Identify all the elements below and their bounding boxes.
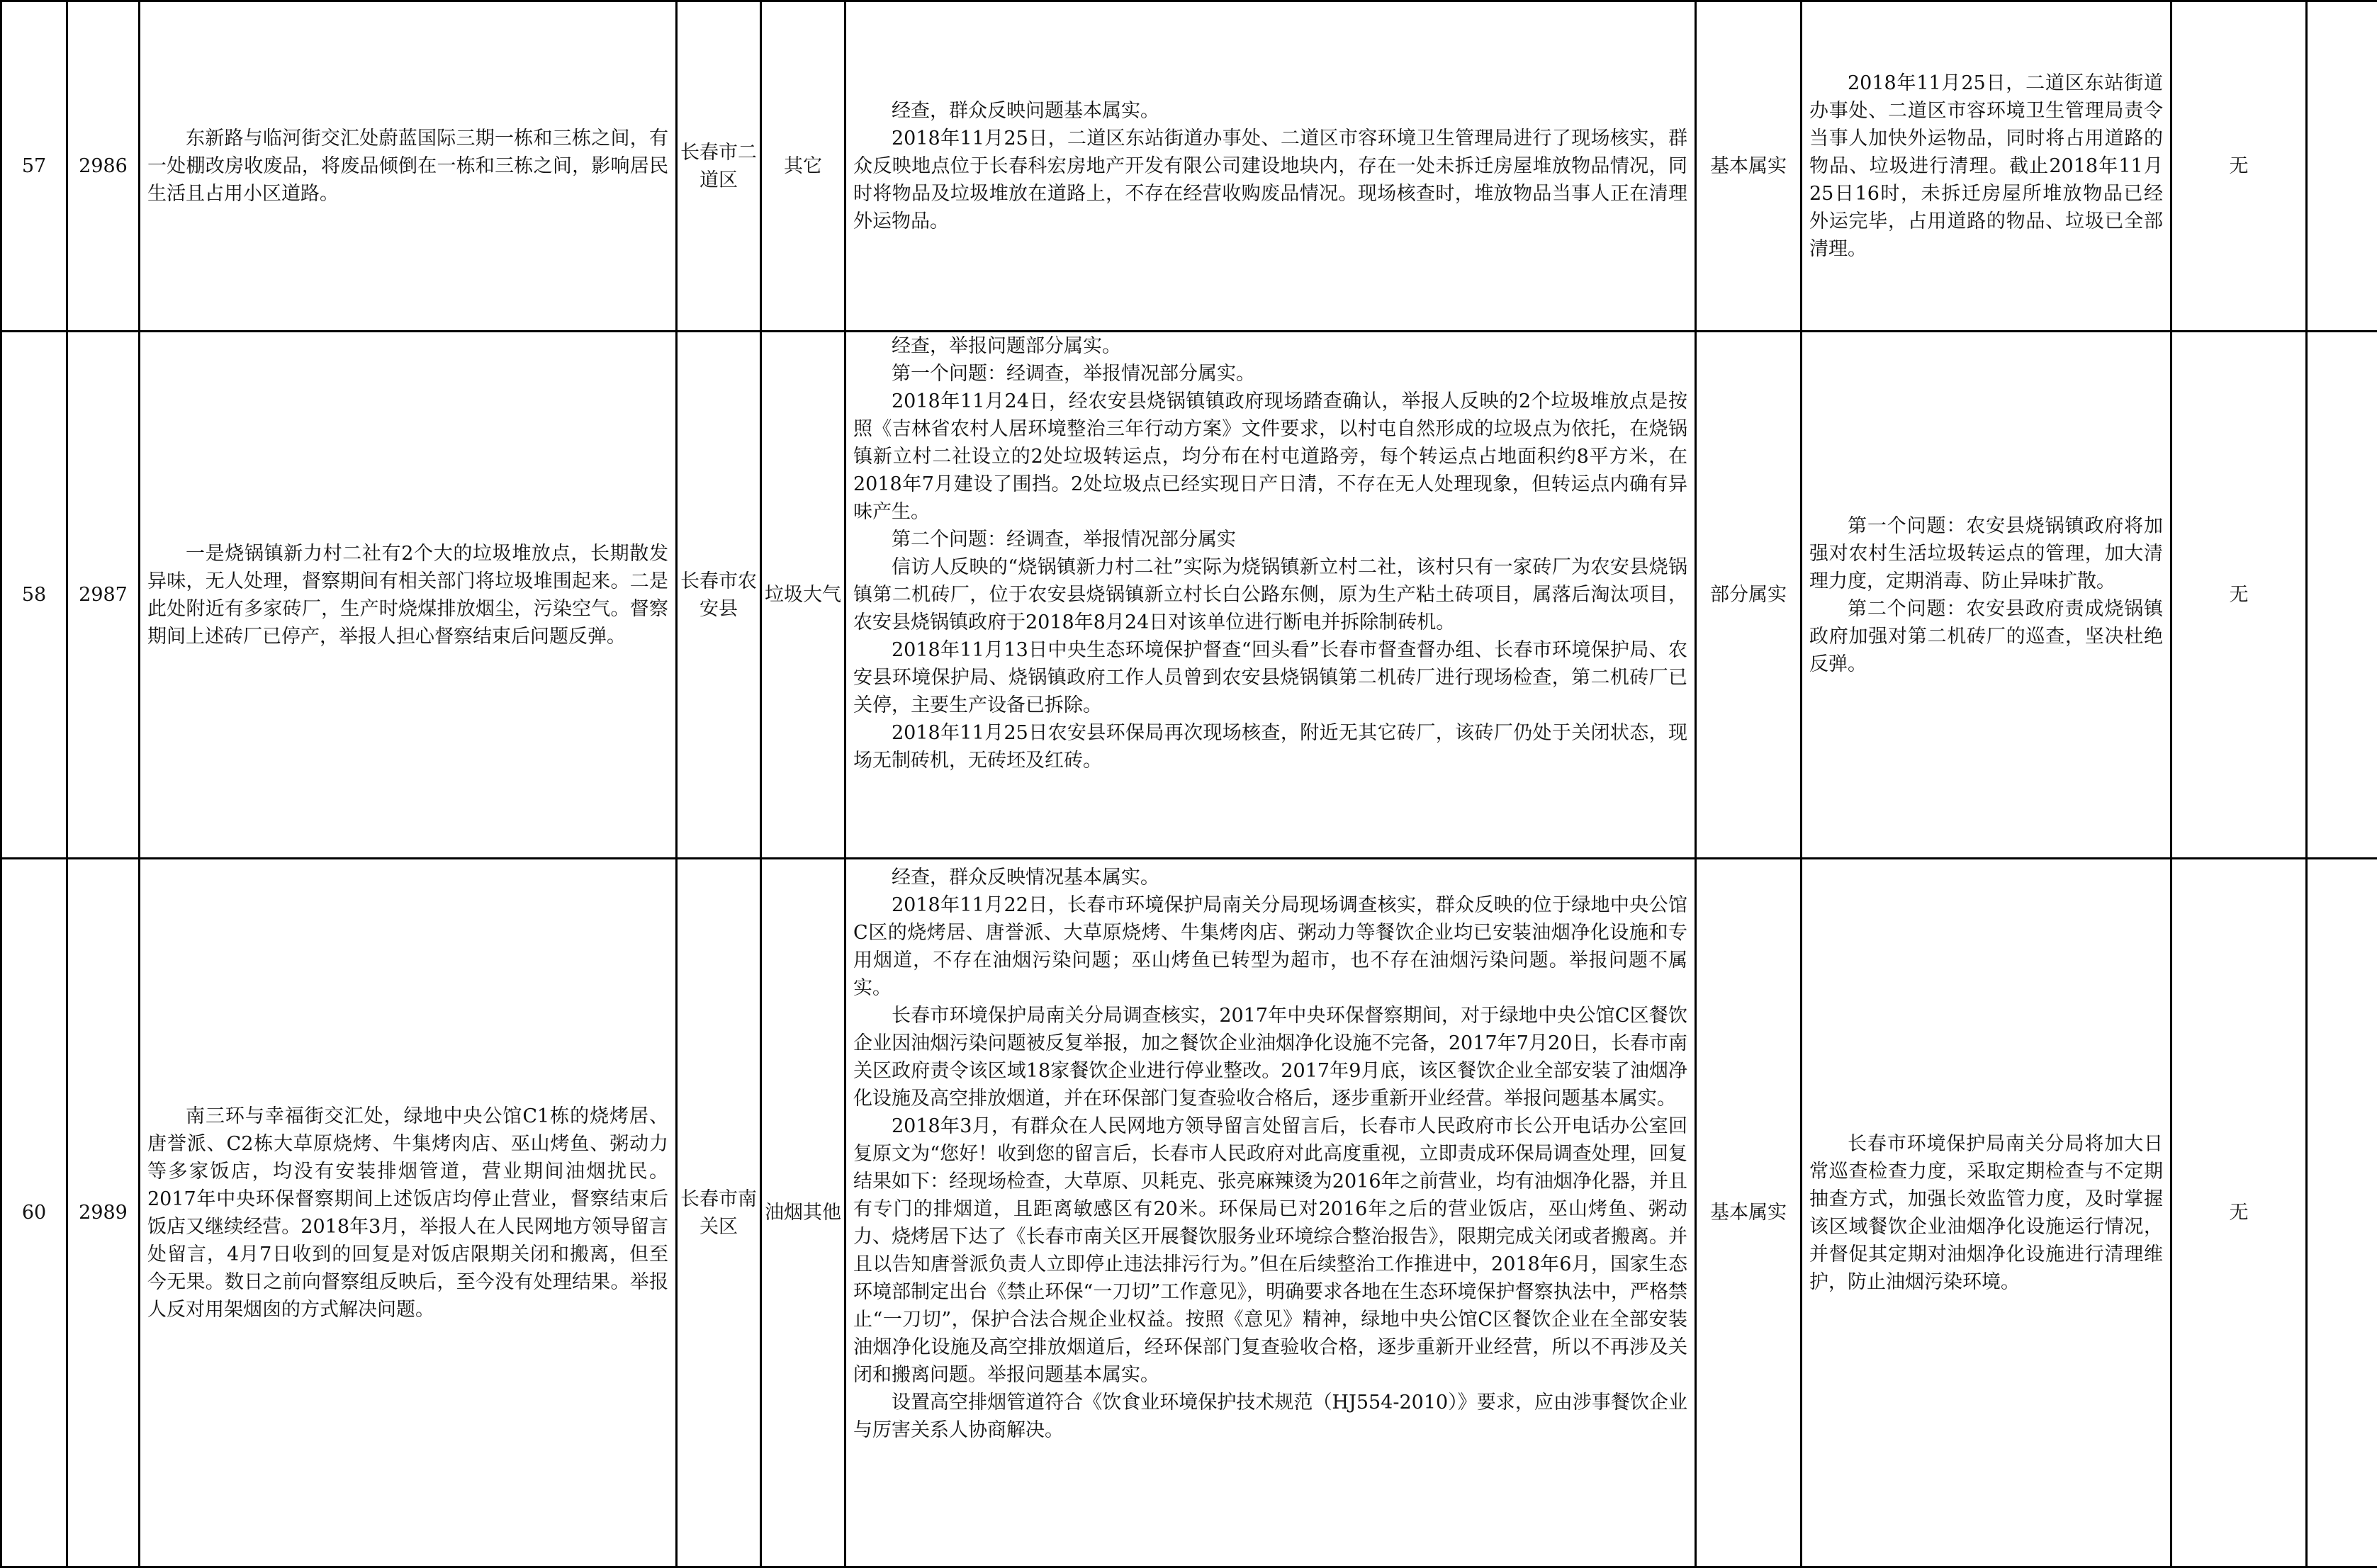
investigation-result: [845, 332, 1696, 859]
extra-cell: [2307, 859, 2377, 1567]
row-number: 58: [1, 332, 67, 859]
case-id: 2987: [67, 332, 140, 859]
case-id: 2989: [67, 859, 140, 1567]
investigation-paragraph: 2018年3月，有群众在人民网地方领导留言处留言后，长春市人民政府市长公开电话办公室回复原文为“您好！收到您的留言后，长春市人民政府对此高度重视，立即责成环保局调查处理，回复结果如下：经现场检查，大草原、贝耗克、张亮麻辣烫为2016年之前营业，均有油烟净化器，并且有专门的排烟道，且距离敏感区有20米。环保局已对2016年之后的营业饭店，巫山烤鱼、粥动力、烧烤居下达了《长春市南关区开展餐饮服务业环境综合整治报告》，限期完成关闭或者搬离。并且以告知唐誉派负责人立即停止违法排污行为。”但在后续整治工作推进中，2018年6月，国家生态环境部制定出台《禁止环保“一刀切”工作意见》，明确要求各地在生态环境保护督察执法中，严格禁止“一刀切”，保护合法合规企业权益。按照《意见》精神，绿地中央公馆C区餐饮企业在全部安装油烟净化设施及高空排放烟道后，经环保部门复查验收合格，逐步重新开业经营，所以不再涉及关闭和搬离问题。举报问题基本属实。: [853, 1115, 1687, 1386]
case-id: 2986: [67, 1, 140, 332]
handling-measures: [1802, 1, 2171, 332]
complaint-content: [140, 1, 677, 332]
row-number: 60: [1, 859, 67, 1567]
extra-cell: [2307, 332, 2377, 859]
complaint-content: [140, 859, 677, 1567]
handling-measures: [1802, 859, 2171, 1567]
pollution-type: 其它: [761, 1, 845, 332]
investigation-paragraph: 经查，群众反映情况基本属实。: [892, 867, 1159, 889]
investigation-result: [845, 1, 1696, 332]
investigation-paragraph: 信访人反映的“烧锅镇新力村二社”实际为烧锅镇新立村二社，该村只有一家砖厂为农安县烧锅镇第二机砖厂，位于农安县烧锅镇新立村长白公路东侧，原为生产粘土砖项目，属落后淘汰项目，农安县烧锅镇政府于2018年8月24日对该单位进行断电并拆除制砖机。: [853, 556, 1687, 633]
investigation-paragraph: 2018年11月13日中央生态环境保护督查“回头看”长春市督查督办组、长春市环境保护局、农安县环境保护局、烧锅镇政府工作人员曾到农安县烧锅镇第二机砖厂进行现场检查，第二机砖厂已关停，主要生产设备已拆除。: [853, 639, 1687, 716]
investigation-paragraph: 经查，群众反映问题基本属实。: [892, 100, 1159, 122]
investigation-paragraph: 第二个问题：经调查，举报情况部分属实: [892, 529, 1236, 551]
investigation-paragraph: 长春市环境保护局南关分局调查核实，2017年中央环保督察期间，对于绿地中央公馆C区餐饮企业因油烟污染问题被反复举报，加之餐饮企业油烟净化设施不完备，2017年7月20日，长春市南关区政府责令该区域18家餐饮企业进行停业整改。2017年9月底，该区餐饮企业全部安装了油烟净化设施及高空排放烟道，并在环保部门复查验收合格后，逐步重新开业经营。举报问题基本属实。: [853, 1005, 1687, 1110]
investigation-paragraph: 设置高空排烟管道符合《饮食业环境保护技术规范（HJ554-2010）》要求，应由涉事餐饮企业与厉害关系人协商解决。: [853, 1392, 1687, 1441]
handling-paragraph: 长春市环境保护局南关分局将加大日常巡查检查力度，采取定期检查与不定期抽查方式，加强长效监管力度，及时掌握该区域餐饮企业油烟净化设施运行情况，并督促其定期对油烟净化设施进行清理维护，防止油烟污染环境。: [1809, 1132, 2163, 1293]
extra-cell: [2307, 1, 2377, 332]
handling-paragraph: 第一个问题：农安县烧锅镇政府将加强对农村生活垃圾转运点的管理，加大清理力度，定期消毒、防止异味扩散。: [1809, 514, 2163, 592]
verdict: 部分属实: [1696, 332, 1802, 859]
region: 长春市二道区: [677, 1, 761, 332]
table-row: [1, 1, 2377, 332]
complaint-paragraph: 一是烧锅镇新力村二社有2个大的垃圾堆放点，长期散发异味，无人处理，督察期间有相关部门将垃圾堆围起来。二是此处附近有多家砖厂，生产时烧煤排放烟尘，污染空气。督察期间上述砖厂已停产，举报人担心督察结束后问题反弹。: [147, 542, 668, 648]
accountability: 无: [2171, 1, 2307, 332]
accountability: 无: [2171, 332, 2307, 859]
investigation-paragraph: 2018年11月25日，二道区东站街道办事处、二道区市容环境卫生管理局进行了现场核实，群众反映地点位于长春科宏房地产开发有限公司建设地块内，存在一处未拆迁房屋堆放物品情况，同时将物品及垃圾堆放在道路上，不存在经营收购废品情况。现场核查时，堆放物品当事人正在清理外运物品。: [853, 128, 1687, 232]
investigation-paragraph: 2018年11月24日，经农安县烧锅镇镇政府现场踏查确认，举报人反映的2个垃圾堆放点是按照《吉林省农村人居环境整治三年行动方案》文件要求，以村屯自然形成的垃圾点为依托，在烧锅镇新立村二社设立的2处垃圾转运点，均分布在村屯道路旁，每个转运点占地面积约8平方米，在2018年7月建设了围挡。2处垃圾点已经实现日产日清，不存在无人处理现象，但转运点内确有异味产生。: [853, 390, 1687, 523]
investigation-paragraph: 经查，举报问题部分属实。: [892, 335, 1121, 357]
accountability: 无: [2171, 859, 2307, 1567]
region: 长春市南关区: [677, 859, 761, 1567]
pollution-type: 油烟其他: [761, 859, 845, 1567]
handling-measures: [1802, 332, 2171, 859]
investigation-paragraph: 2018年11月22日，长春市环境保护局南关分局现场调查核实，群众反映的位于绿地中央公馆C区的烧烤居、唐誉派、大草原烧烤、牛集烤肉店、粥动力等餐饮企业均已安装油烟净化设施和专用烟道，不存在油烟污染问题；巫山烤鱼已转型为超市，也不存在油烟污染问题。举报问题不属实。: [853, 894, 1687, 999]
table-row: [1, 859, 2377, 1567]
table-row: [1, 332, 2377, 859]
complaint-content: [140, 332, 677, 859]
investigation-paragraph: 2018年11月25日农安县环保局再次现场核查，附近无其它砖厂，该砖厂仍处于关闭状态，现场无制砖机，无砖坯及红砖。: [853, 722, 1687, 772]
complaint-paragraph: 南三环与幸福街交汇处，绿地中央公馆C1栋的烧烤居、唐誉派、C2栋大草原烧烤、牛集烤肉店、巫山烤鱼、粥动力等多家饭店，均没有安装排烟管道，营业期间油烟扰民。2017年中央环保督察期间上述饭店均停止营业，督察结束后饭店又继续经营。2018年3月，举报人在人民网地方领导留言处留言，4月7日收到的回复是对饭店限期关闭和搬离，但至今无果。数日之前向督察组反映后，至今没有处理结果。举报人反对用架烟囱的方式解决问题。: [147, 1105, 668, 1321]
investigation-paragraph: 第一个问题：经调查，举报情况部分属实。: [892, 363, 1255, 385]
handling-paragraph: 2018年11月25日，二道区东站街道办事处、二道区市容环境卫生管理局责令当事人加快外运物品，同时将占用道路的物品、垃圾进行清理。截止2018年11月25日16时，未拆迁房屋所堆放物品已经外运完毕，占用道路的物品、垃圾已全部清理。: [1809, 72, 2163, 260]
region: 长春市农安县: [677, 332, 761, 859]
pollution-type: 垃圾大气: [761, 332, 845, 859]
investigation-result: [845, 859, 1696, 1567]
verdict: 基本属实: [1696, 1, 1802, 332]
verdict: 基本属实: [1696, 859, 1802, 1567]
handling-paragraph: 第二个问题：农安县政府责成烧锅镇政府加强对第二机砖厂的巡查，坚决杜绝反弹。: [1809, 597, 2163, 675]
complaint-paragraph: 东新路与临河街交汇处蔚蓝国际三期一栋和三栋之间，有一处棚改房收废品，将废品倾倒在一栋和三栋之间，影响居民生活且占用小区道路。: [147, 128, 668, 205]
row-number: 57: [1, 1, 67, 332]
